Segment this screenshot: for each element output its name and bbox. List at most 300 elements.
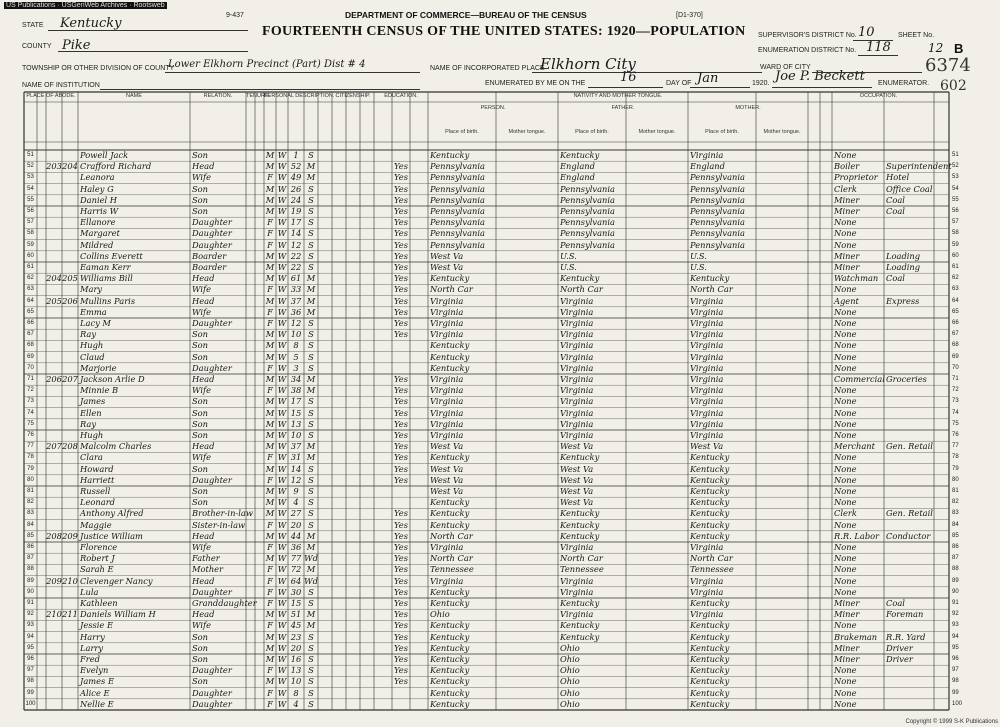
- cell-birth: Kentucky: [430, 642, 470, 653]
- cell-rel: Head: [192, 609, 215, 620]
- cell-occ: None: [834, 385, 857, 396]
- cell-race: W: [277, 318, 287, 328]
- cell-race: W: [277, 407, 287, 418]
- cell-mar: S: [308, 486, 314, 496]
- cell-rel: Head: [192, 530, 215, 541]
- cell-mar: S: [308, 676, 314, 687]
- cell-occ: None: [834, 676, 857, 687]
- cell-line-right: 76: [952, 432, 959, 438]
- sheet-side: B: [954, 41, 964, 56]
- cell-fbirth: Pennsylvania: [560, 183, 615, 194]
- cell-birth: Virginia: [430, 542, 464, 552]
- cell-fbirth: Virginia: [560, 396, 594, 407]
- cell-sex: F: [267, 239, 273, 250]
- cell-sex: M: [265, 631, 275, 642]
- cell-race: W: [277, 396, 287, 407]
- cell-name: Fred: [80, 654, 100, 664]
- cell-occ: None: [834, 150, 857, 160]
- cell-name: Lacy M: [80, 318, 111, 328]
- cell-mbirth: Kentucky: [690, 665, 730, 676]
- cell-sex: M: [265, 553, 275, 564]
- cell-fbirth: England: [560, 161, 595, 172]
- cell-rel: Daughter: [192, 665, 232, 676]
- cell-mar: M: [306, 609, 316, 620]
- cell-race: W: [277, 239, 287, 250]
- cell-age: 10: [290, 430, 302, 440]
- cell-birth: Kentucky: [430, 273, 470, 284]
- cell-mbirth: Tennessee: [690, 564, 734, 575]
- cell-name: Haley G: [80, 183, 114, 194]
- cell-ind: Coal: [886, 206, 905, 216]
- cell-read: Yes: [394, 564, 408, 575]
- cell-mbirth: North Car: [690, 553, 733, 564]
- cell-dwelling: 209: [46, 575, 62, 586]
- cell-sex: M: [265, 642, 275, 653]
- cell-birth: Kentucky: [430, 586, 470, 597]
- cell-race: W: [277, 687, 287, 698]
- column-subheader: Mother tongue.: [508, 129, 546, 135]
- cell-birth: Virginia: [430, 575, 464, 586]
- cell-line: 52: [27, 163, 34, 170]
- cell-line-right: 65: [952, 308, 959, 315]
- cell-name: Ellen: [80, 407, 102, 418]
- cell-fbirth: Virginia: [560, 542, 594, 552]
- cell-fbirth: Kentucky: [560, 620, 600, 631]
- cell-race: W: [277, 497, 287, 508]
- cell-name: Claud: [80, 351, 105, 362]
- cell-line: 82: [27, 499, 34, 506]
- cell-read: Yes: [394, 609, 408, 620]
- cell-mbirth: Pennsylvania: [690, 183, 745, 194]
- cell-dwelling: 208: [46, 530, 62, 541]
- column-subheader: Mother tongue.: [763, 129, 801, 135]
- cell-mbirth: Virginia: [690, 609, 724, 620]
- cell-mbirth: Kentucky: [690, 698, 730, 709]
- cell-rel: Daughter: [192, 228, 232, 239]
- cell-name: Justice William: [80, 530, 143, 541]
- cell-name: Larry: [80, 642, 104, 653]
- cell-name: Sarah E: [80, 564, 114, 575]
- cell-ind: Groceries: [886, 374, 927, 384]
- cell-line-right: 86: [952, 544, 959, 550]
- column-group-header: PLACE OF ABODE.: [26, 93, 76, 99]
- cell-mar: S: [308, 665, 314, 676]
- cell-mar: S: [308, 430, 314, 440]
- cell-name: Harris W: [80, 206, 119, 216]
- cell-race: W: [277, 463, 287, 474]
- cell-race: W: [277, 206, 287, 216]
- cell-name: Mildred: [80, 239, 114, 250]
- cell-age: 1: [293, 150, 299, 160]
- cell-rel: Head: [192, 161, 215, 172]
- cell-line: 51: [27, 152, 34, 158]
- cell-sex: M: [265, 508, 275, 519]
- cell-occ: None: [834, 396, 857, 407]
- cell-mbirth: Virginia: [690, 396, 724, 407]
- cell-name: James: [80, 396, 106, 407]
- cell-birth: Kentucky: [430, 340, 470, 351]
- cell-birth: Kentucky: [430, 351, 470, 362]
- cell-ind: Coal: [886, 194, 905, 205]
- cell-family: 209: [62, 530, 78, 541]
- cell-name: Mullins Paris: [80, 295, 136, 306]
- cell-line-right: 64: [952, 297, 959, 304]
- cell-line-right: 81: [952, 488, 959, 494]
- cell-mbirth: Pennsylvania: [690, 194, 745, 205]
- cell-rel: Daughter: [192, 318, 232, 328]
- cell-line-right: 63: [952, 286, 959, 293]
- cell-mbirth: Kentucky: [690, 654, 730, 664]
- cell-age: 15: [290, 598, 302, 608]
- enum-district-value: 118: [866, 40, 891, 55]
- cell-age: 77: [290, 553, 302, 564]
- cell-mbirth: Kentucky: [690, 452, 730, 463]
- cell-name: Lula: [80, 586, 99, 597]
- cell-fbirth: Kentucky: [560, 150, 600, 160]
- cell-occ: R.R. Labor: [834, 530, 880, 541]
- cell-mar: S: [308, 698, 314, 709]
- cell-mar: Wd: [304, 553, 318, 564]
- cell-line-right: 82: [952, 499, 959, 506]
- cell-sex: M: [265, 530, 275, 541]
- cell-line: 88: [27, 566, 34, 573]
- cell-age: 61: [290, 273, 302, 284]
- cell-age: 34: [290, 374, 302, 384]
- cell-line-right: 69: [952, 353, 959, 360]
- cell-occ: None: [834, 564, 857, 575]
- cell-mbirth: Virginia: [690, 374, 724, 384]
- cell-fbirth: Tennessee: [560, 564, 604, 575]
- cell-occ: None: [834, 217, 857, 228]
- cell-birth: Kentucky: [430, 598, 470, 608]
- cell-line: 53: [27, 174, 34, 181]
- cell-race: W: [277, 676, 287, 687]
- cell-rel: Daughter: [192, 698, 232, 709]
- cell-fbirth: Pennsylvania: [560, 239, 615, 250]
- cell-family: 205: [62, 273, 78, 284]
- archive-stamp-2: 602: [940, 78, 967, 94]
- cell-family: 208: [62, 441, 78, 452]
- cell-age: 36: [290, 542, 302, 552]
- cell-sex: F: [267, 306, 273, 317]
- cell-name: Clara: [80, 452, 103, 463]
- cell-fbirth: Ohio: [560, 665, 580, 676]
- cell-occ: None: [834, 284, 857, 295]
- cell-line: 61: [27, 264, 34, 270]
- cell-age: 3: [293, 362, 299, 373]
- cell-race: W: [277, 530, 287, 541]
- cell-mar: M: [306, 385, 316, 396]
- cell-race: W: [277, 430, 287, 440]
- cell-rel: Son: [192, 183, 209, 194]
- cell-ind: Driver: [886, 654, 913, 664]
- cell-mar: S: [308, 396, 314, 407]
- cell-birth: Tennessee: [430, 564, 474, 575]
- cell-age: 10: [290, 329, 302, 340]
- cell-name: Hugh: [80, 430, 104, 440]
- cell-line-right: 61: [952, 264, 959, 270]
- cell-mar: S: [308, 239, 314, 250]
- cell-rel: Daughter: [192, 586, 232, 597]
- cell-mbirth: England: [690, 161, 725, 172]
- cell-age: 12: [290, 474, 302, 485]
- cell-birth: Kentucky: [430, 150, 470, 160]
- nativity-subheader: PERSON.: [480, 105, 506, 111]
- cell-birth: Kentucky: [430, 620, 470, 631]
- cell-fbirth: Virginia: [560, 362, 594, 373]
- cell-race: W: [277, 228, 287, 239]
- cell-fbirth: Virginia: [560, 374, 594, 384]
- cell-rel: Son: [192, 631, 209, 642]
- column-subheader: Mother tongue.: [638, 129, 676, 135]
- cell-mbirth: Virginia: [690, 362, 724, 373]
- cell-sex: M: [265, 676, 275, 687]
- cell-line-right: 59: [952, 241, 959, 248]
- cell-race: W: [277, 262, 287, 272]
- cell-read: Yes: [394, 273, 408, 284]
- cell-mbirth: Virginia: [690, 418, 724, 429]
- cell-race: W: [277, 194, 287, 205]
- cell-age: 44: [290, 530, 302, 541]
- cell-mbirth: West Va: [690, 441, 724, 452]
- cell-occ: None: [834, 620, 857, 631]
- cell-mar: M: [306, 161, 316, 172]
- cell-race: W: [277, 654, 287, 664]
- cell-dwelling: 210: [46, 609, 62, 620]
- cell-name: Alice E: [80, 687, 110, 698]
- cell-mar: M: [306, 306, 316, 317]
- enum-district-label: ENUMERATION DISTRICT No.: [758, 47, 857, 54]
- cell-birth: West Va: [430, 486, 464, 496]
- cell-name: Marjorie: [80, 362, 117, 373]
- cell-mbirth: Kentucky: [690, 642, 730, 653]
- cell-birth: Kentucky: [430, 497, 470, 508]
- cell-read: Yes: [394, 385, 408, 396]
- nativity-subheader: FATHER.: [611, 105, 635, 111]
- cell-birth: Ohio: [430, 609, 450, 620]
- cell-occ: None: [834, 318, 857, 328]
- cell-ind: R.R. Yard: [886, 631, 926, 642]
- cell-birth: Kentucky: [430, 687, 470, 698]
- cell-mar: S: [308, 631, 314, 642]
- cell-fbirth: Virginia: [560, 329, 594, 340]
- cell-age: 64: [290, 575, 302, 586]
- cell-ind: Gen. Retail: [886, 441, 933, 452]
- cell-birth: Virginia: [430, 374, 464, 384]
- cell-birth: Pennsylvania: [430, 183, 485, 194]
- cell-fbirth: North Car: [560, 553, 603, 564]
- cell-line-right: 68: [952, 342, 959, 349]
- cell-read: Yes: [394, 620, 408, 631]
- cell-birth: Kentucky: [430, 452, 470, 463]
- cell-line: 64: [27, 297, 34, 304]
- cell-ind: Office Coal: [886, 183, 933, 194]
- sheet-label: SHEET No.: [898, 32, 935, 39]
- cell-name: Daniel H: [80, 194, 118, 205]
- cell-name: Collins Everett: [80, 250, 143, 261]
- cell-line-right: 51: [952, 152, 959, 158]
- cell-name: Harriett: [80, 474, 115, 485]
- census-table: [24, 92, 963, 709]
- cell-line-right: 80: [952, 476, 959, 483]
- cell-line: 95: [27, 644, 34, 651]
- township-label: TOWNSHIP OR OTHER DIVISION OF COUNTY: [22, 65, 175, 72]
- column-group-header: NATIVITY AND MOTHER TONGUE.: [573, 93, 663, 99]
- cell-rel: Son: [192, 340, 209, 351]
- cell-birth: Pennsylvania: [430, 217, 485, 228]
- cell-birth: West Va: [430, 250, 464, 261]
- archive-stamp: 6374: [925, 55, 971, 76]
- cell-line-right: 93: [952, 622, 959, 629]
- cell-birth: Virginia: [430, 385, 464, 396]
- cell-fbirth: Virginia: [560, 295, 594, 306]
- cell-mbirth: Pennsylvania: [690, 172, 745, 183]
- cell-rel: Son: [192, 642, 209, 653]
- cell-read: Yes: [394, 631, 408, 642]
- sheet-value: 12: [928, 41, 944, 55]
- cell-line-right: 54: [952, 185, 959, 192]
- cell-age: 4: [293, 698, 299, 709]
- cell-sex: M: [265, 150, 275, 160]
- cell-line: 59: [27, 241, 34, 248]
- cell-race: W: [277, 295, 287, 306]
- cell-line-right: 52: [952, 163, 959, 170]
- cell-rel: Mother: [192, 564, 224, 575]
- cell-line: 90: [27, 588, 34, 595]
- cell-fbirth: U.S.: [560, 250, 577, 261]
- cell-age: 45: [290, 620, 302, 631]
- cell-sex: M: [265, 486, 275, 496]
- cell-sex: F: [267, 698, 273, 709]
- cell-birth: Kentucky: [430, 508, 470, 519]
- cell-mbirth: Kentucky: [690, 486, 730, 496]
- cell-age: 12: [290, 318, 302, 328]
- cell-line: 55: [27, 196, 34, 203]
- cell-rel: Daughter: [192, 474, 232, 485]
- cell-race: W: [277, 474, 287, 485]
- cell-birth: Kentucky: [430, 519, 470, 530]
- cell-fbirth: Ohio: [560, 654, 580, 664]
- cell-occ: Boiler: [834, 161, 860, 172]
- cell-dwelling: 207: [46, 441, 62, 452]
- cell-ind: Loading: [886, 250, 921, 261]
- cell-age: 30: [290, 586, 302, 597]
- cell-mar: M: [306, 564, 316, 575]
- cell-line-right: 73: [952, 398, 959, 405]
- cell-fbirth: Virginia: [560, 586, 594, 597]
- enumerator-signature: Joe P. Beckett: [775, 69, 865, 84]
- cell-occ: Agent: [834, 295, 859, 306]
- cell-fbirth: Virginia: [560, 430, 594, 440]
- cell-read: Yes: [394, 161, 408, 172]
- cell-name: Jackson Arlie D: [80, 374, 145, 384]
- cell-occ: None: [834, 474, 857, 485]
- cell-rel: Son: [192, 194, 209, 205]
- cell-sex: M: [265, 463, 275, 474]
- cell-rel: Wife: [192, 306, 212, 317]
- enumeration-month: Jan: [697, 71, 719, 86]
- cell-read: Yes: [394, 474, 408, 485]
- cell-mbirth: Virginia: [690, 318, 724, 328]
- cell-race: W: [277, 150, 287, 160]
- cell-occ: None: [834, 407, 857, 418]
- cell-read: Yes: [394, 676, 408, 687]
- cell-age: 31: [290, 452, 302, 463]
- cell-fbirth: North Car: [560, 284, 603, 295]
- cell-rel: Wife: [192, 385, 212, 396]
- cell-mbirth: Virginia: [690, 329, 724, 340]
- cell-occ: None: [834, 329, 857, 340]
- cell-age: 37: [290, 441, 302, 452]
- cell-age: 22: [290, 250, 302, 261]
- cell-fbirth: West Va: [560, 474, 594, 485]
- cell-birth: Virginia: [430, 318, 464, 328]
- cell-birth: West Va: [430, 441, 464, 452]
- cell-occ: None: [834, 687, 857, 698]
- cell-birth: Virginia: [430, 418, 464, 429]
- cell-read: Yes: [394, 329, 408, 340]
- cell-occ: None: [834, 239, 857, 250]
- cell-occ: None: [834, 228, 857, 239]
- cell-mar: S: [308, 194, 314, 205]
- township-value: Lower Elkhorn Precinct (Part) Dist # 4: [168, 59, 366, 70]
- cell-mar: S: [308, 418, 314, 429]
- cell-line: 71: [27, 376, 34, 382]
- cell-fbirth: Ohio: [560, 698, 580, 709]
- cell-mar: S: [308, 250, 314, 261]
- cell-line-right: 75: [952, 420, 959, 427]
- cell-sex: M: [265, 374, 275, 384]
- cell-line: 62: [27, 275, 34, 282]
- cell-age: 38: [290, 385, 302, 396]
- cell-occ: None: [834, 542, 857, 552]
- cell-line-right: 58: [952, 230, 959, 237]
- cell-mbirth: Virginia: [690, 306, 724, 317]
- cell-rel: Son: [192, 463, 209, 474]
- cell-race: W: [277, 586, 287, 597]
- cell-mbirth: Kentucky: [690, 273, 730, 284]
- cell-age: 27: [290, 508, 302, 519]
- cell-name: Minnie B: [80, 385, 119, 396]
- cell-line-right: 70: [952, 364, 959, 371]
- cell-line: 60: [27, 252, 34, 259]
- cell-occ: None: [834, 665, 857, 676]
- column-group-header: TENURE.: [246, 93, 271, 99]
- cell-line: 96: [27, 656, 34, 662]
- cell-sex: M: [265, 654, 275, 664]
- cell-line-right: 60: [952, 252, 959, 259]
- cell-line: 92: [27, 611, 34, 618]
- cell-sex: F: [267, 385, 273, 396]
- cell-occ: Merchant: [834, 441, 875, 452]
- cell-read: Yes: [394, 575, 408, 586]
- cell-name: Nellie E: [80, 698, 114, 709]
- cell-mar: M: [306, 284, 316, 295]
- cell-birth: Kentucky: [430, 654, 470, 664]
- cell-occ: Proprietor: [834, 172, 878, 183]
- cell-fbirth: U.S.: [560, 262, 577, 272]
- cell-fbirth: Virginia: [560, 306, 594, 317]
- cell-mbirth: Virginia: [690, 385, 724, 396]
- cell-sex: F: [267, 318, 273, 328]
- ward-label: WARD OF CITY: [760, 64, 811, 71]
- form-code: [D1-370]: [676, 12, 703, 19]
- column-group-header: RELATION.: [203, 93, 233, 99]
- cell-read: Yes: [394, 374, 408, 384]
- cell-mar: S: [308, 217, 314, 228]
- cell-mar: S: [308, 598, 314, 608]
- cell-mar: S: [308, 687, 314, 698]
